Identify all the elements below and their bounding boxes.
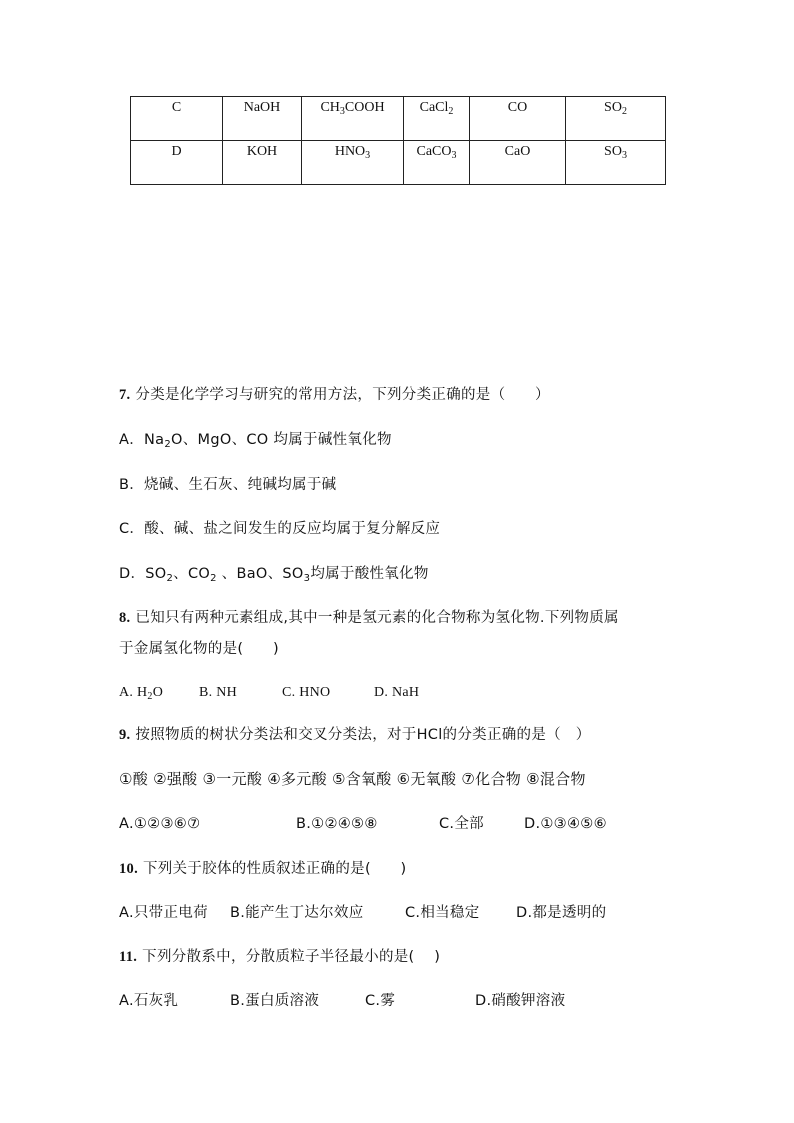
table-cell: CaCl$_2$ <box>404 97 470 141</box>
question-text: 已知只有两种元素组成,其中一种是氢元素的化合物称为氢化物.下列物质属 <box>135 610 619 626</box>
option-c: C.雾 <box>365 993 396 1009</box>
table-cell: CaO <box>470 141 566 185</box>
option-b: B.能产生丁达尔效应 <box>230 905 364 921</box>
question-11-stem <box>119 947 440 967</box>
table-cell: KOH <box>223 141 302 185</box>
question-number: 7. <box>119 387 131 403</box>
question-7-option-a: A．$Na_2O$、MgO、CO 均属于碱性氧化物 <box>119 432 392 450</box>
question-8-options <box>119 683 419 703</box>
option-b: B.①②④⑤⑧ <box>296 816 378 832</box>
table-cell: $HNO_3$ <box>302 141 404 185</box>
question-number: 10. <box>119 861 139 877</box>
table-cell: D <box>131 141 223 185</box>
question-number: 9. <box>119 727 131 743</box>
question-8-stem <box>119 608 619 628</box>
classification-table <box>130 96 666 185</box>
option-a: A.只带正电荷 <box>119 905 208 921</box>
question-9-stem <box>119 725 591 745</box>
table-cell: CO <box>470 97 566 141</box>
question-10-options <box>119 903 606 923</box>
table-cell: NaOH <box>223 97 302 141</box>
table-cell: CaCO$_3$ <box>404 141 470 185</box>
table-cell: C <box>131 97 223 141</box>
question-text: 分类是化学学习与研究的常用方法，下列分类正确的是（ ） <box>135 387 550 403</box>
option-c: C.全部 <box>439 816 484 832</box>
question-text: 按照物质的树状分类法和交叉分类法，对于HCl的分类正确的是（ ） <box>135 727 591 743</box>
question-10-stem <box>119 859 406 879</box>
table-cell: $SO_3$ <box>566 141 666 185</box>
question-9-options <box>119 814 607 834</box>
question-text: 下列关于胶体的性质叙述正确的是( ) <box>142 861 407 877</box>
question-7-stem <box>119 385 550 405</box>
option-a: A. $H_2O$ <box>119 685 164 702</box>
table-row <box>131 97 666 141</box>
option-d: D.①③④⑤⑥ <box>524 816 607 832</box>
option-b: B.蛋白质溶液 <box>230 993 320 1009</box>
question-number: 11. <box>119 949 138 965</box>
question-7-option-b: B．烧碱、生石灰、纯碱均属于碱 <box>119 477 337 493</box>
option-c: C.相当稳定 <box>405 905 480 921</box>
question-11-options <box>119 991 565 1011</box>
question-7-option-c: C．酸、碱、盐之间发生的反应均属于复分解反应 <box>119 521 441 537</box>
table-row <box>131 141 666 185</box>
option-b: B. NH <box>199 685 238 700</box>
question-8-stem-cont: 于金属氢化物的是( ) <box>119 641 279 657</box>
table-cell: $CH_3COOH$ <box>302 97 404 141</box>
question-7-option-d: D．$SO_2$、$CO_2$ 、BaO、$SO_3$均属于酸性氧化物 <box>119 566 429 584</box>
option-d: D.硝酸钾溶液 <box>475 993 566 1009</box>
option-a: A.①②③⑥⑦ <box>119 816 201 832</box>
question-9-items: ①酸 ②强酸 ③一元酸 ④多元酸 ⑤含氧酸 ⑥无氧酸 ⑦化合物 ⑧混合物 <box>119 770 586 788</box>
option-d: D.都是透明的 <box>516 905 607 921</box>
question-text: 下列分散系中，分散质粒子半径最小的是( ) <box>142 949 441 965</box>
table-cell: $SO_2$ <box>566 97 666 141</box>
option-a: A.石灰乳 <box>119 993 179 1009</box>
option-c: C. HNO <box>282 685 331 700</box>
question-number: 8. <box>119 610 131 626</box>
option-d: D. NaH <box>374 685 420 700</box>
